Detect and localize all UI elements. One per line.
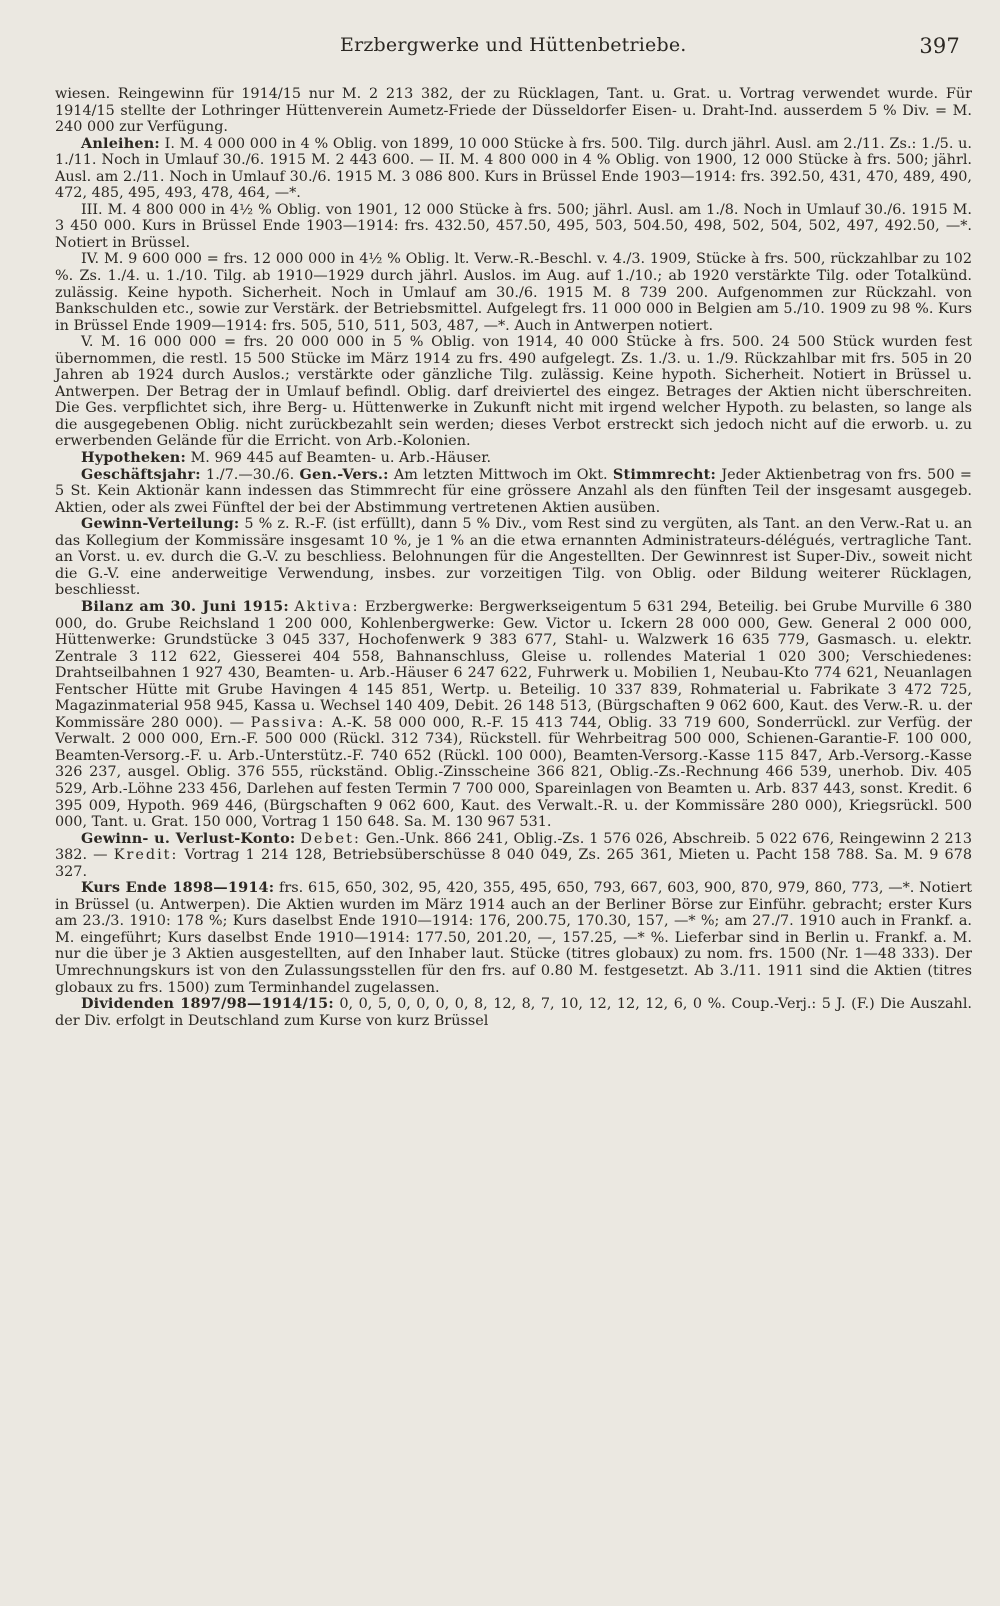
- page-body: [55, 86, 972, 1029]
- section-heading: Hypotheken:: [81, 449, 186, 467]
- spaced-label: Passiva:: [250, 714, 326, 731]
- spaced-label: Debet:: [300, 830, 361, 847]
- page-number: 397: [919, 34, 960, 58]
- running-header: [55, 34, 972, 70]
- paragraph-gewinn-verteilung: Gewinn-Verteilung: 5 % z. R.-F. (ist erfüllt), dann 5 % Div., vom Rest sind zu vergüten, als Tant. an den Verw.-Rat u. an das Kollegium der Kommissäre insgesamt 10 %, je 1 % an die etwa ernannten Administrateurs-délégués, vertragliche Tant. an Vorst. u. ev. durch die G.-V. zu beschliess. Belohnungen für die Angestellten. Der Gewinnrest ist Super-Div., soweit nicht die G.-V. eine anderweitige Verwendung, insbes. zur vorzeitigen Tilg. von Oblig. oder Bildung weiterer Rücklagen, beschliesst.: [55, 515, 972, 599]
- paragraph-hypotheken: Hypotheken: M. 969 445 auf Beamten- u. Arb.-Häuser.: [81, 449, 492, 467]
- paragraph-anleihe-iv: IV. M. 9 600 000 = frs. 12 000 000 in 4½ % Oblig. lt. Verw.-R.-Beschl. v. 4./3. 1909, Stücke à frs. 500, rückzahlbar zu 102 %. Zs. 1./4. u. 1./10. Tilg. ab 1910—1929 durch jährl. Auslos. im Aug. auf 1./10.; ab 1920 verstärkte Tilg. oder Totalkünd. zulässig. Keine hypoth. Sicherheit. Noch in Umlauf am 30./6. 1915 M. 8 739 200. Aufgenommen zur Rückzahl. von Bankschulden etc., sowie zur Verstärk. der Betriebsmittel. Aufgelegt frs. 11 000 000 in Belgien am 5./10. 1909 zu 98 %. Kurs in Brüssel Ende 1909—1914: frs. 505, 510, 511, 503, 487, —*. Auch in Antwerpen notiert.: [55, 251, 972, 334]
- section-heading: Gen.-Vers.:: [299, 465, 389, 483]
- section-heading: Dividenden 1897/98—1914/15:: [81, 995, 334, 1013]
- paragraph-gewinn-verlust: Gewinn- u. Verlust-Konto: Debet: Gen.-Unk. 866 241, Oblig.-Zs. 1 576 026, Abschreib. 5 022 676, Reingewinn 2 213 382. — Kredit: Vortrag 1 214 128, Betriebsüberschüsse 8 040 049, Zs. 265 361, Mieten u. Pacht 158 788. Sa. M. 9 678 327.: [55, 829, 973, 880]
- section-heading: Geschäftsjahr:: [81, 465, 201, 483]
- paragraph-bilanz: Bilanz am 30. Juni 1915: Aktiva: Erzbergwerke: Bergwerkseigentum 5 631 294, Beteilig. bei Grube Murville 6 380 000, do. Grube Reichsland 1 200 000, Kohlenbergwerke: Gew. Victor u. Ickern 28 000 000, Gew. General 2 000 000, Hüttenwerke: Grundstücke 3 045 337, Hochofenwerk 9 383 677, Stahl- u. Walzwerk 16 635 779, Gasmasch. u. elektr. Zentrale 3 112 622, Giesserei 404 558, Bahnanschluss, Gleise u. rollendes Material 1 020 300; Verschiedenes: Drahtseilbahnen 1 927 430, Beamten- u. Arb.-Häuser 6 247 622, Fuhrwerk u. Mobilien 1, Neubau-Kto 774 621, Neuanlagen Fentscher Hütte mit Grube Havingen 4 145 851, Wertp. u. Beteilig. 10 337 839, Rohmaterial u. Fabrikate 3 472 725, Magazinmaterial 958 945, Kassa u. Wechsel 140 409, Debit. 26 148 513, (Bürgschaften 9 062 600, Kaut. des Verw.-R. u. der Kommissäre 280 000). — Passiva: A.-K. 58 000 000, R.-F. 15 413 744, Oblig. 33 719 600, Sonderrückl. zur Verfüg. der Verwalt. 2 000 000, Ern.-F. 500 000 (Rückl. 312 734), Rückstell. für Wehrbeitrag 500 000, Schienen-Garantie-F. 100 000, Beamten-Versorg.-F. u. Arb.-Unterstütz.-F. 740 652 (Rückl. 100 000), Beamten-Versorg.-Kasse 115 847, Arb.-Versorg.-Kasse 326 237, ausgel. Oblig. 376 555, rückständ. Oblig.-Zinsscheine 366 821, Oblig.-Zs.-Rechnung 466 539, unerhob. Div. 405 529, Arb.-Löhne 233 456, Darlehen auf festen Termin 7 700 000, Spareinlagen von Beamten u. Arb. 837 443, sonst. Kredit. 6 395 009, Hypoth. 969 446, (Bürgschaften 9 062 600, Kaut. des Verwalt.-R. u. der Kommissäre 280 000), Kriegsrückl. 500 000, Tant. u. Grat. 150 000, Vortrag 1 150 648. Sa. M. 130 967 531.: [55, 597, 972, 831]
- section-heading: Kurs Ende 1898—1914:: [81, 879, 275, 897]
- spaced-label: Aktiva:: [294, 598, 360, 615]
- spaced-label: Kredit:: [113, 847, 179, 864]
- section-heading: Gewinn-Verteilung:: [81, 515, 240, 533]
- section-heading: Anleihen:: [81, 134, 160, 152]
- paragraph-dividenden: Dividenden 1897/98—1914/15: 0, 0, 5, 0, 0, 0, 0, 8, 12, 8, 7, 10, 12, 12, 12, 6, 0 %. Coup.-Verj.: 5 J. (F.) Die Auszahl. der Div. erfolgt in Deutschland zum Kurse von kurz Brüssel: [55, 995, 973, 1029]
- paragraph-intro: wiesen. Reingewinn für 1914/15 nur M. 2 213 382, der zu Rücklagen, Tant. u. Grat. u. Vortrag verwendet wurde. Für 1914/15 stellte der Lothringer Hüttenverein Aumetz-Friede der Düsseldorfer Eisen- u. Draht-Ind. ausserdem 5 % Div. = M. 240 000 zur Verfügung.: [55, 86, 972, 136]
- paragraph-geschaeftsjahr: Geschäftsjahr: 1./7.—30./6. Gen.-Vers.: Am letzten Mittwoch im Okt. Stimmrecht: Jeder Aktienbetrag von frs. 500 = 5 St. Kein Aktionär kann indessen das Stimmrecht für eine grössere Anzahl als den fünften Teil der insgesamt ausgegeb. Aktien, oder als zwei Fünftel der bei der Abstimmung vertretenen Aktien ausüben.: [55, 465, 972, 516]
- paragraph-anleihen: Anleihen: I. M. 4 000 000 in 4 % Oblig. von 1899, 10 000 Stücke à frs. 500. Tilg. durch jährl. Ausl. am 2./11. Zs.: 1./5. u. 1./11. Noch in Umlauf 30./6. 1915 M. 2 443 600. — II. M. 4 800 000 in 4 % Oblig. von 1900, 12 000 Stücke à frs. 500; jährl. Ausl. am 2./11. Noch in Umlauf 30./6. 1915 M. 3 086 800. Kurs in Brüssel Ende 1903—1914: frs. 392.50, 431, 470, 489, 490, 472, 485, 495, 493, 478, 464, —*.: [55, 134, 972, 202]
- section-heading: Stimmrecht:: [612, 465, 716, 483]
- paragraph-anleihe-v: V. M. 16 000 000 = frs. 20 000 000 in 5 % Oblig. von 1914, 40 000 Stücke à frs. 500. 24 500 Stück wurden fest übernommen, die restl. 15 500 Stücke im März 1914 zu frs. 490 aufgelegt. Zs. 1./3. u. 1./9. Rückzahlbar mit frs. 505 in 20 Jahren ab 1924 durch Auslos.; verstärkte oder gänzliche Tilg. zulässig. Keine hypoth. Sicherheit. Notiert in Brüssel u. Antwerpen. Der Betrag der in Umlauf befindl. Oblig. darf dreiviertel des eingez. Betrages der Aktien nicht überschreiten. Die Ges. verpflichtet sich, ihre Berg- u. Hüttenwerke in Zukunft nicht mit irgend welcher Hypoth. zu belasten, so lange als die ausgegebenen Oblig. nicht zurückbezahlt sein werden; dieses Verbot erstreckt sich jedoch nicht auf die erworb. u. zu erwerbenden Gelände für die Erricht. von Arb.-Kolonien.: [55, 334, 972, 450]
- section-heading: Bilanz am 30. Juni 1915:: [81, 597, 289, 615]
- paragraph-kurs: Kurs Ende 1898—1914: frs. 615, 650, 302, 95, 420, 355, 495, 650, 793, 667, 603, 900, 870, 979, 860, 773, —*. Notiert in Brüssel (u. Antwerpen). Die Aktien wurden im März 1914 auch an der Berliner Börse zur Einführ. gebracht; erster Kurs am 23./3. 1910: 178 %; Kurs daselbst Ende 1910—1914: 176, 200.75, 170.30, 157, —* %; am 27./7. 1910 auch in Frankf. a. M. eingeführt; Kurs daselbst Ende 1910—1914: 177.50, 201.20, —, 157.25, —* %. Lieferbar sind in Berlin u. Frankf. a. M. nur die über je 3 Aktien ausgestellten, auf den Inhaber laut. Stücke (titres globaux) zu nom. frs. 1500 (Nr. 1—48 333). Der Umrechnungskurs ist von den Zulassungsstellen für den frs. auf 0.80 M. festgesetzt. Ab 3./11. 1911 sind die Aktien (titres globaux zu frs. 1500) zum Terminhandel zugelassen.: [55, 879, 972, 996]
- running-title: Erzbergwerke und Hüttenbetriebe.: [340, 34, 687, 56]
- paragraph-anleihe-iii: III. M. 4 800 000 in 4½ % Oblig. von 1901, 12 000 Stücke à frs. 500; jährl. Ausl. am 1./8. Noch in Umlauf 30./6. 1915 M. 3 450 000. Kurs in Brüssel Ende 1903—1914: frs. 432.50, 457.50, 495, 503, 504.50, 498, 502, 504, 502, 497, 492.50, —*. Notiert in Brüssel.: [55, 201, 972, 251]
- section-heading: Gewinn- u. Verlust-Konto:: [81, 829, 296, 847]
